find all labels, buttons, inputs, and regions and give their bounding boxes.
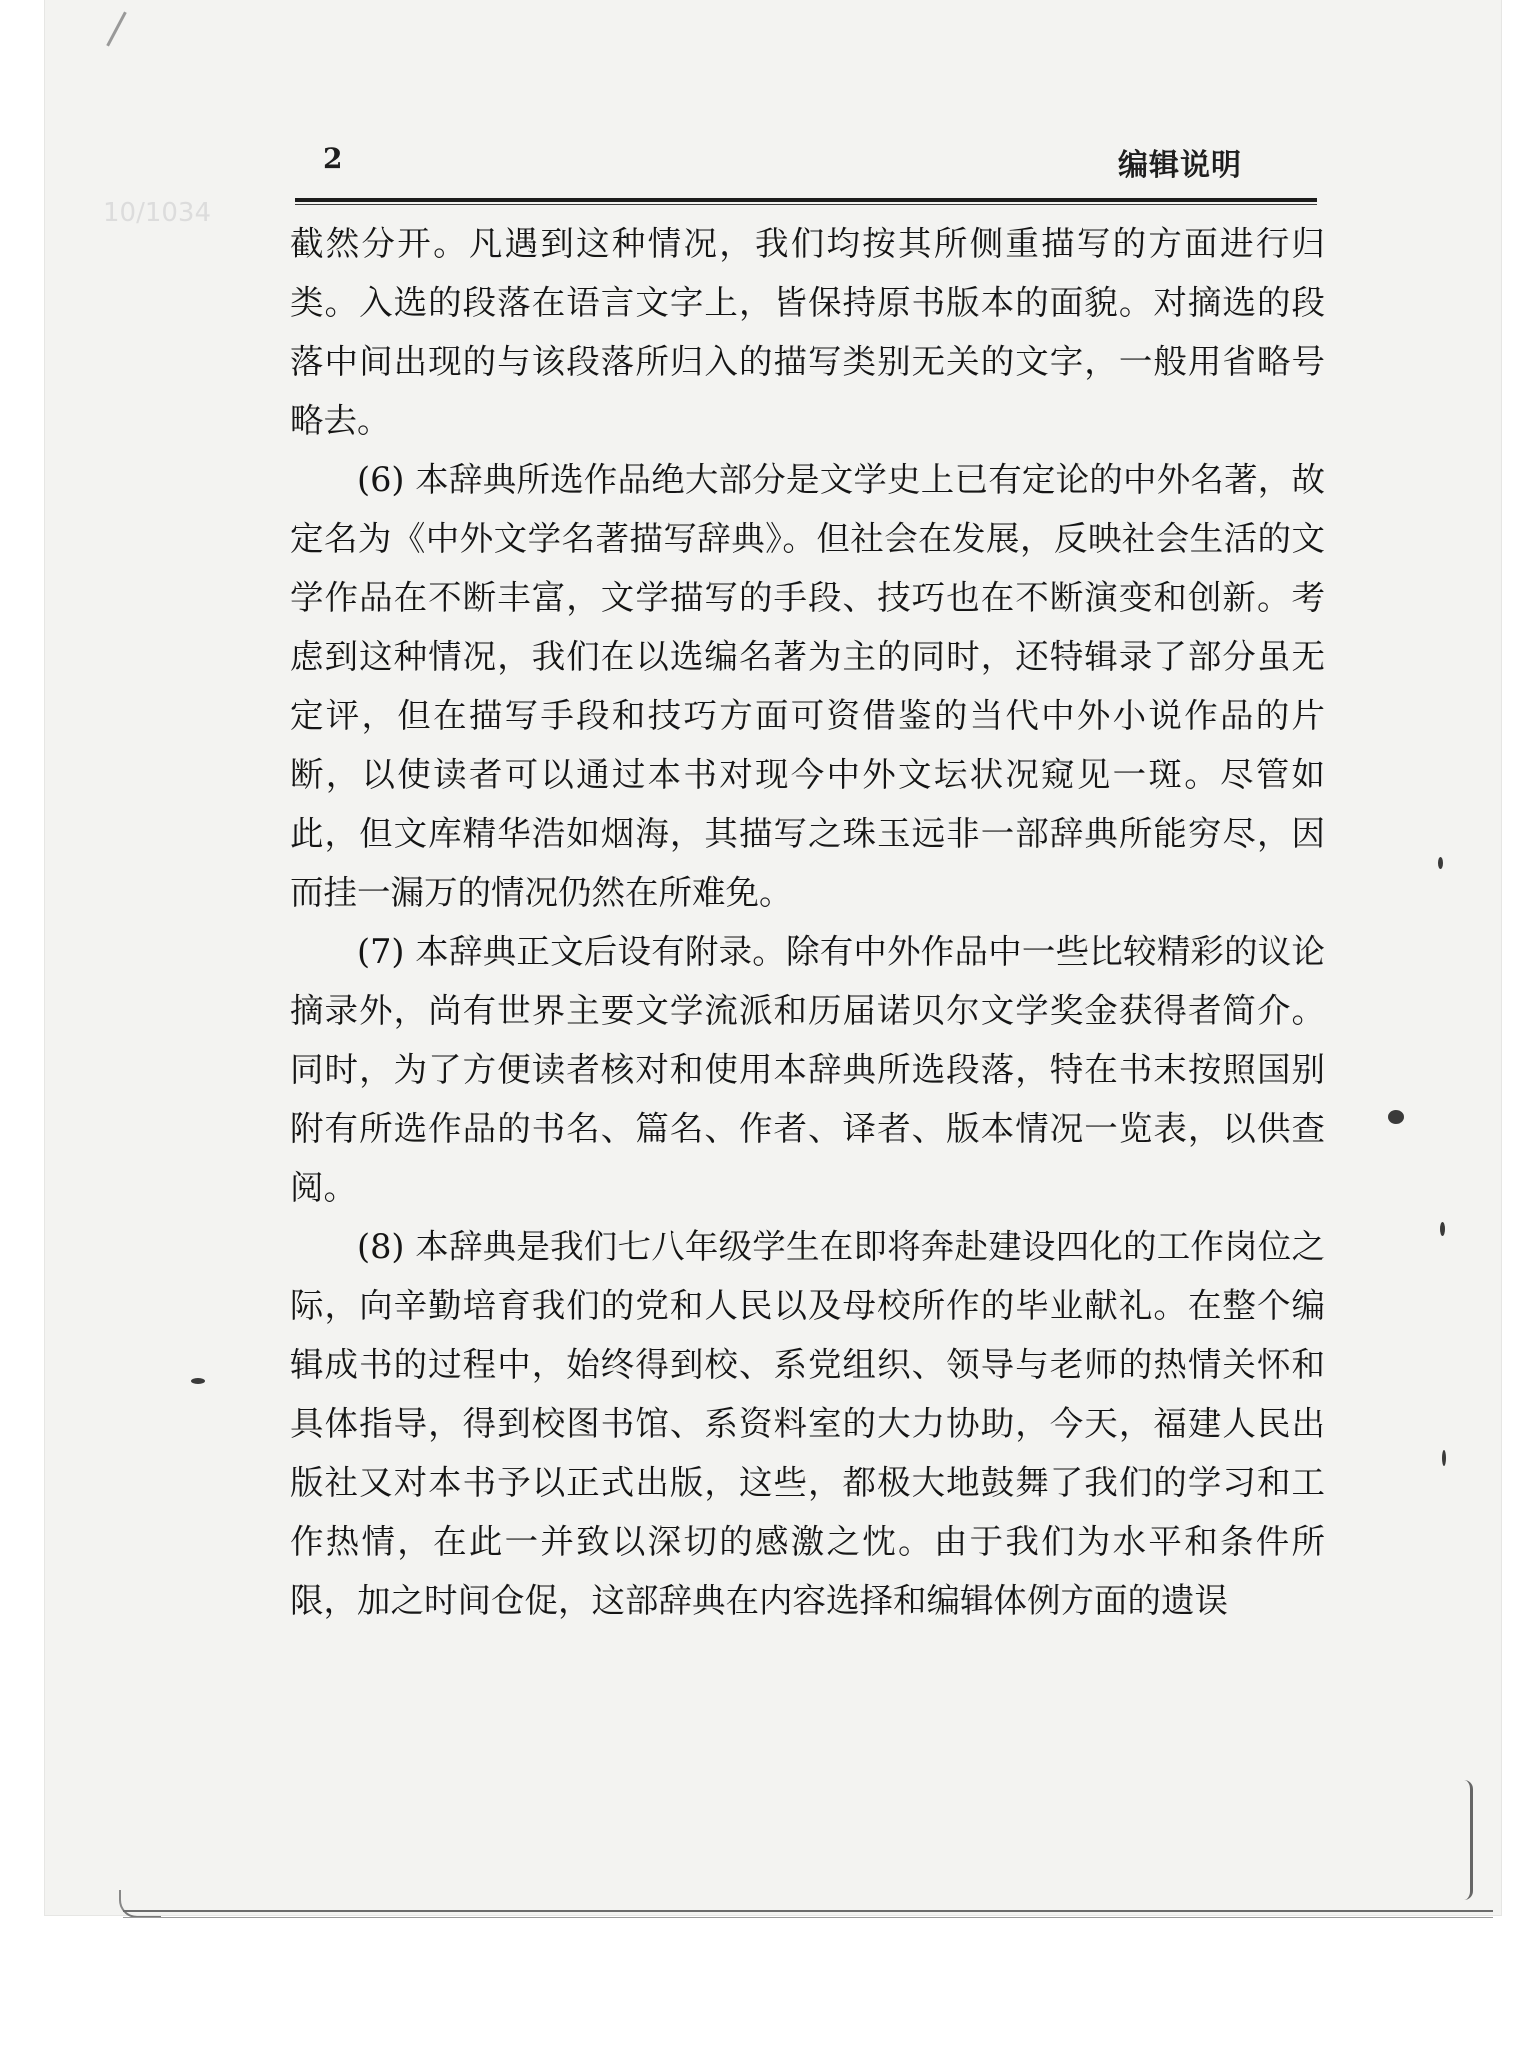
paragraph-item-6: (6) 本辞典所选作品绝大部分是文学史上已有定论的中外名著，故定名为《中外文学名著描写辞典》。但社会在发展，反映社会生活的文学作品在不断丰富，文学描写的手段、技巧也在不断演变和创新。考虑到这种情况，我们在以选编名著为主的同时，还特辑录了部分虽无定评，但在描写手段和技巧方面可资借鉴的当代中外小说作品的片断，以使读者可以通过本书对现今中外文坛状况窥见一斑。尽管如此，但文库精华浩如烟海，其描写之珠玉远非一部辞典所能穷尽，因而挂一漏万的情况仍然在所难免。: [290, 460, 1325, 912]
header-rule: [295, 198, 1317, 205]
paragraph-continuation: 截然分开。凡遇到这种情况，我们均按其所侧重描写的方面进行归类。入选的段落在语言文字上，皆保持原书版本的面貌。对摘选的段落中间出现的与该段落所归入的描写类别无关的文字，一般用省略号略去。: [290, 224, 1325, 440]
page-bottom-edge: [123, 1910, 1493, 1918]
scan-speck: [1388, 1110, 1404, 1124]
paragraph-item-7: (7) 本辞典正文后设有附录。除有中外作品中一些比较精彩的议论摘录外，尚有世界主要文学流派和历届诺贝尔文学奖金获得者简介。同时，为了方便读者核对和使用本辞典所选段落，特在书末按照国别附有所选作品的书名、篇名、作者、译者、版本情况一览表，以供查阅。: [290, 932, 1325, 1207]
scan-speck: [1440, 1222, 1445, 1236]
scan-speck: [191, 1378, 205, 1384]
scan-scratch-mark: [106, 12, 126, 47]
faint-page-stamp: 10/1034: [103, 198, 212, 228]
body-text: [290, 214, 1325, 1630]
running-head: 编辑说明: [1118, 148, 1242, 183]
page-edge-mark: [1464, 1780, 1473, 1900]
page-number: 2: [323, 142, 343, 175]
scan-speck: [1442, 1450, 1446, 1466]
scan-speck: [1438, 857, 1443, 869]
scanned-page: [45, 0, 1501, 1915]
paragraph-item-8: (8) 本辞典是我们七八年级学生在即将奔赴建设四化的工作岗位之际，向辛勤培育我们的党和人民以及母校所作的毕业献礼。在整个编辑成书的过程中，始终得到校、系党组织、领导与老师的热情关怀和具体指导，得到校图书馆、系资料室的大力协助，今天，福建人民出版社又对本书予以正式出版，这些，都极大地鼓舞了我们的学习和工作热情，在此一并致以深切的感激之忱。由于我们为水平和条件所限，加之时间仓促，这部辞典在内容选择和编辑体例方面的遗误: [290, 1227, 1325, 1620]
